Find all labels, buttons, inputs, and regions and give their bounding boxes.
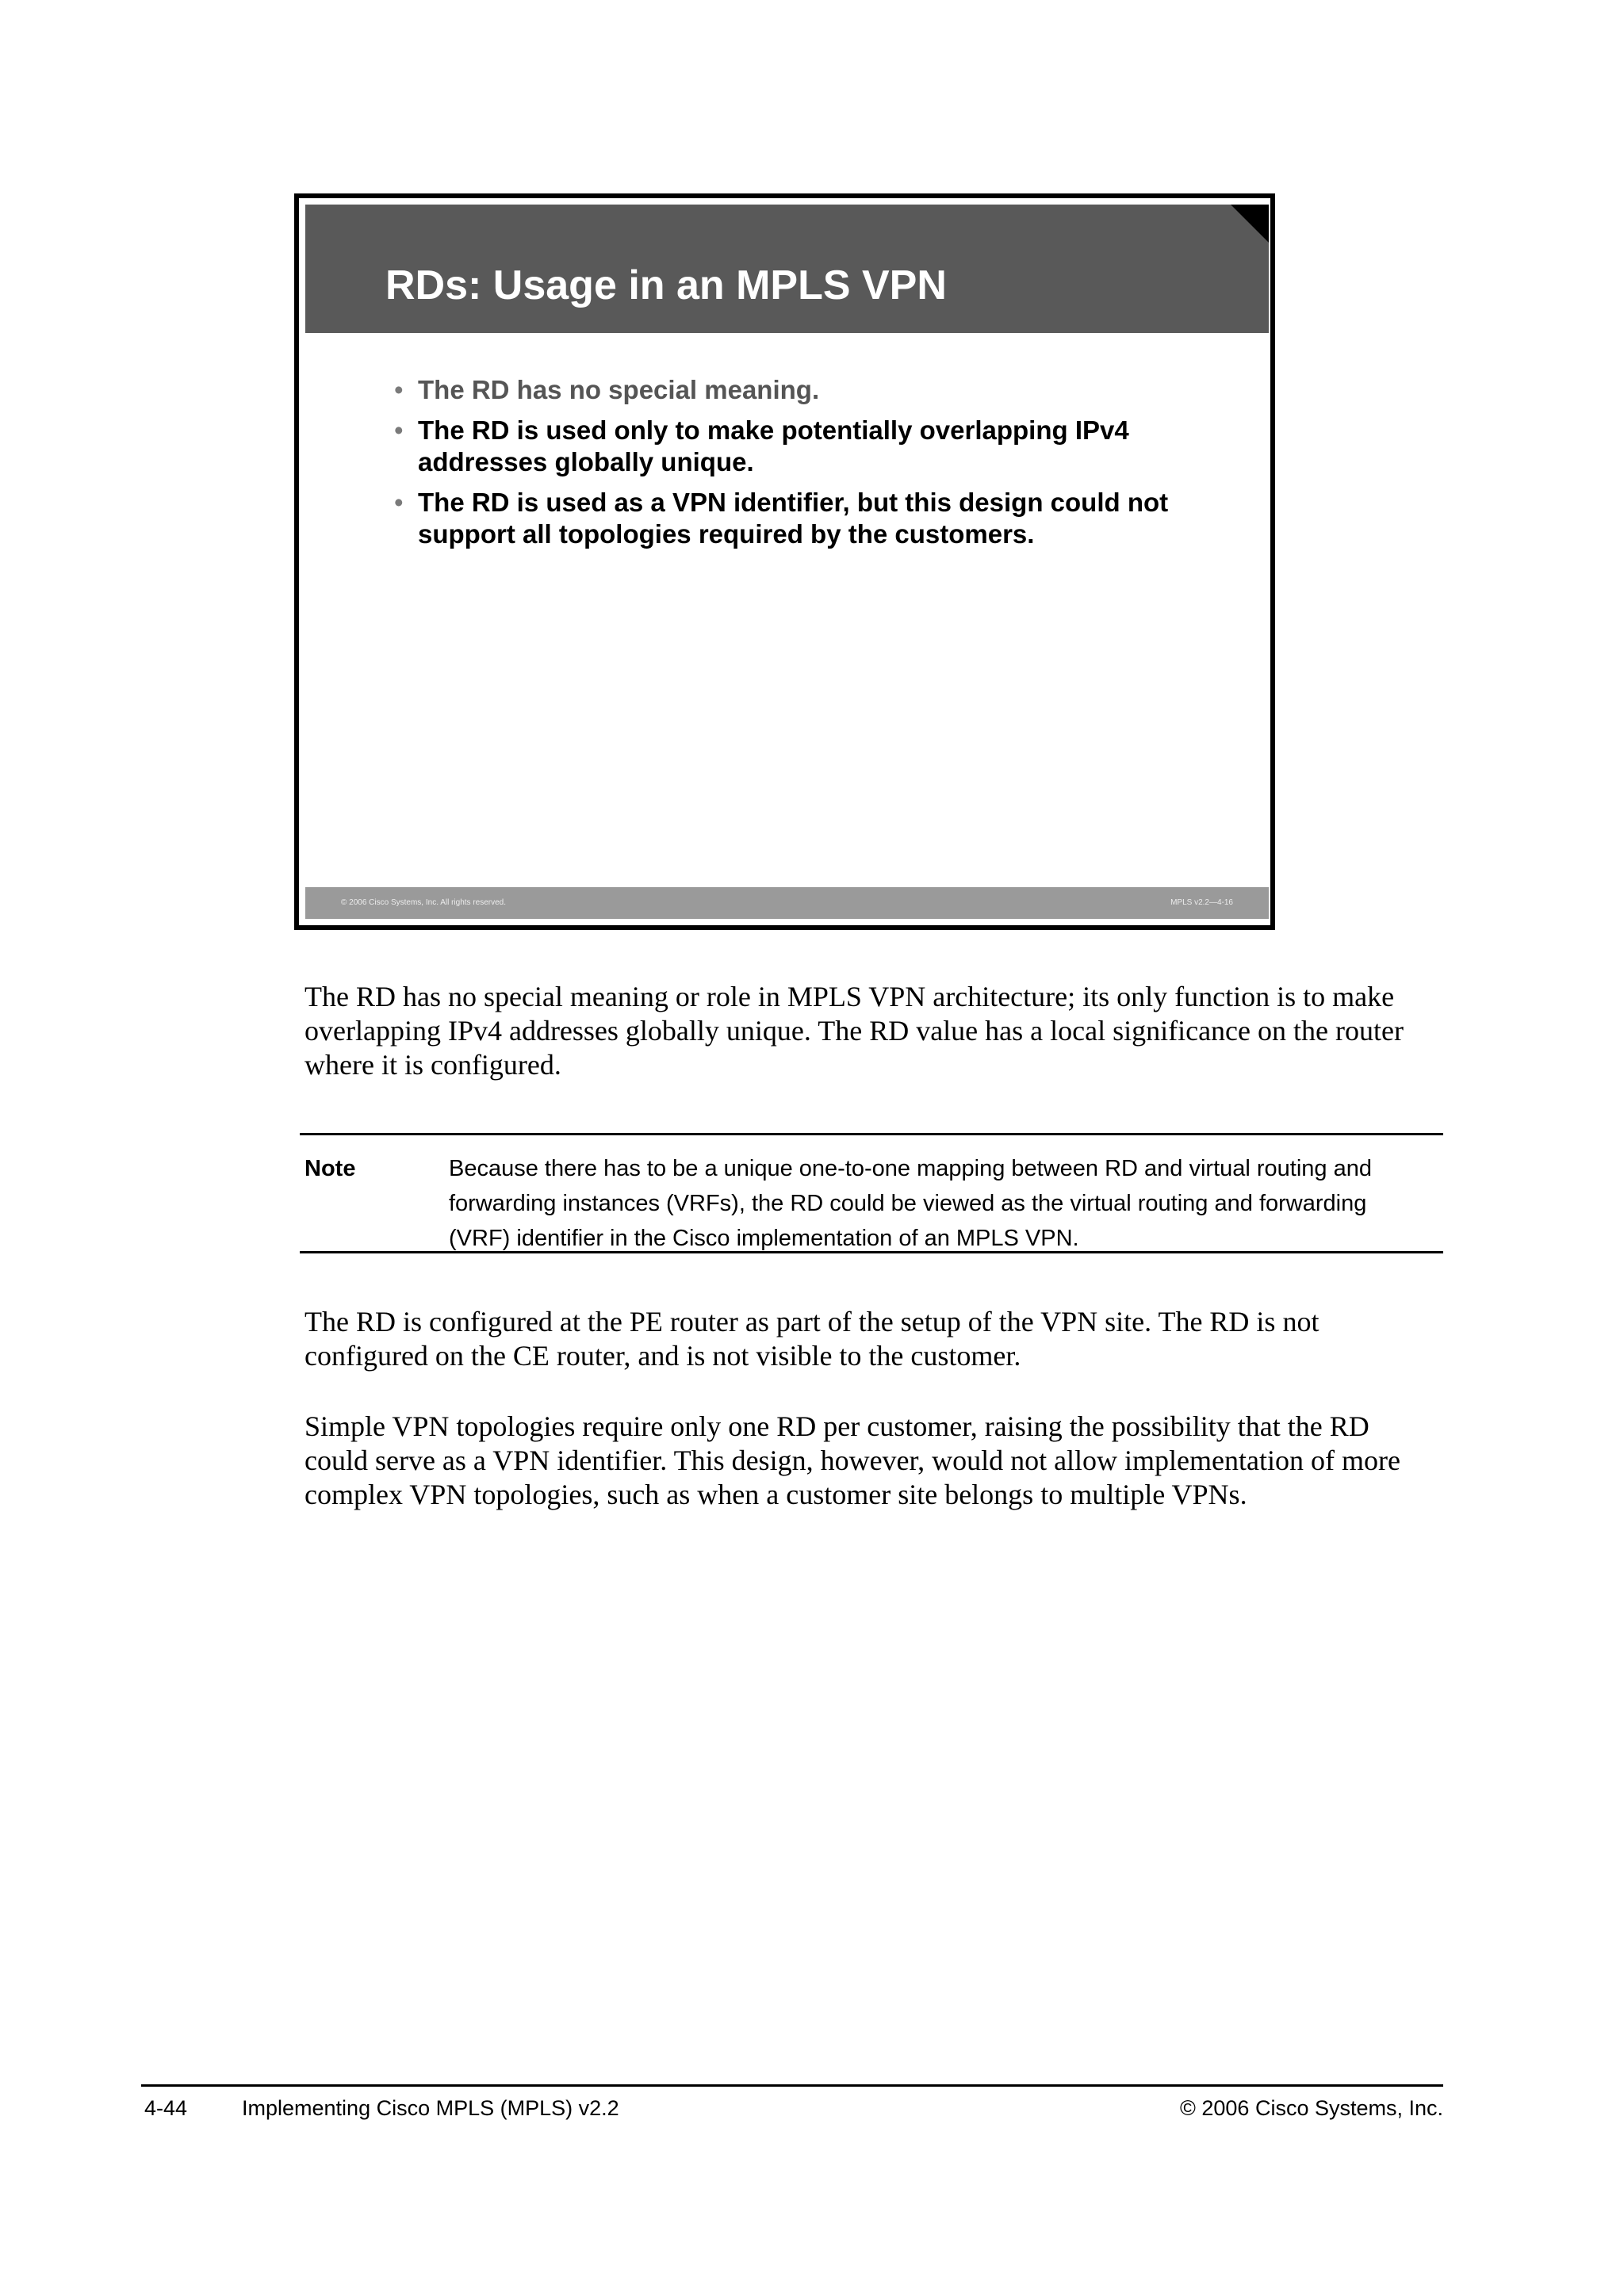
- slide-header: [305, 205, 1269, 333]
- note-label: Note: [304, 1156, 356, 1181]
- slide-bullet-item: [394, 487, 1235, 550]
- slide-figure: [294, 193, 1275, 930]
- bullet-icon: •: [394, 375, 404, 404]
- note-text: Because there has to be a unique one-to-one mapping between RD and virtual routing and forwarding instances (VRFs), the RD could be viewed as the virtual routing and forwarding (VRF) identifier in the Cisco implementation of an MPLS VPN.: [449, 1156, 1373, 1251]
- page-number: 4-44: [144, 2096, 188, 2120]
- slide-footer-copyright: © 2006 Cisco Systems, Inc. All rights reserved.: [341, 898, 507, 907]
- note-box: [300, 1133, 1443, 1253]
- copyright-notice: © 2006 Cisco Systems, Inc.: [1179, 2096, 1443, 2120]
- bullet-icon: •: [394, 415, 404, 445]
- slide-bullet-text: The RD is used only to make potentially overlapping IPv4 addresses globally unique.: [418, 415, 1129, 476]
- course-title: Implementing Cisco MPLS (MPLS) v2.2: [242, 2096, 619, 2120]
- slide-bullet-item: [394, 415, 1235, 478]
- slide-bullet-text: The RD has no special meaning.: [418, 375, 820, 404]
- slide-footer: [305, 887, 1269, 919]
- corner-triangle-decoration: [1231, 205, 1269, 243]
- slide-footer-id: MPLS v2.2—4-16: [1170, 898, 1233, 907]
- slide-bullet-text: The RD is used as a VPN identifier, but this design could not support all topologies required by the customers.: [418, 488, 1169, 549]
- slide-title: RDs: Usage in an MPLS VPN: [385, 262, 947, 308]
- bullet-icon: •: [394, 488, 404, 517]
- page-footer: [141, 2084, 1443, 2132]
- body-paragraph: The RD is configured at the PE router as part of the setup of the VPN site. The RD is not configured on the CE router, and is not visible to the customer.: [304, 1306, 1320, 1372]
- slide-bullet-list: [394, 374, 1235, 559]
- slide-bullet-item: [394, 374, 1235, 406]
- body-paragraph: Simple VPN topologies require only one RD per customer, raising the possibility that the RD could serve as a VPN identifier. This design, however, would not allow implementation of more complex VPN topologies, such as when a customer site belongs to multiple VPNs.: [304, 1410, 1400, 1510]
- body-paragraph: The RD has no special meaning or role in MPLS VPN architecture; its only function is to make overlapping IPv4 addresses globally unique. The RD value has a local significance on the router where it is configured.: [304, 981, 1404, 1081]
